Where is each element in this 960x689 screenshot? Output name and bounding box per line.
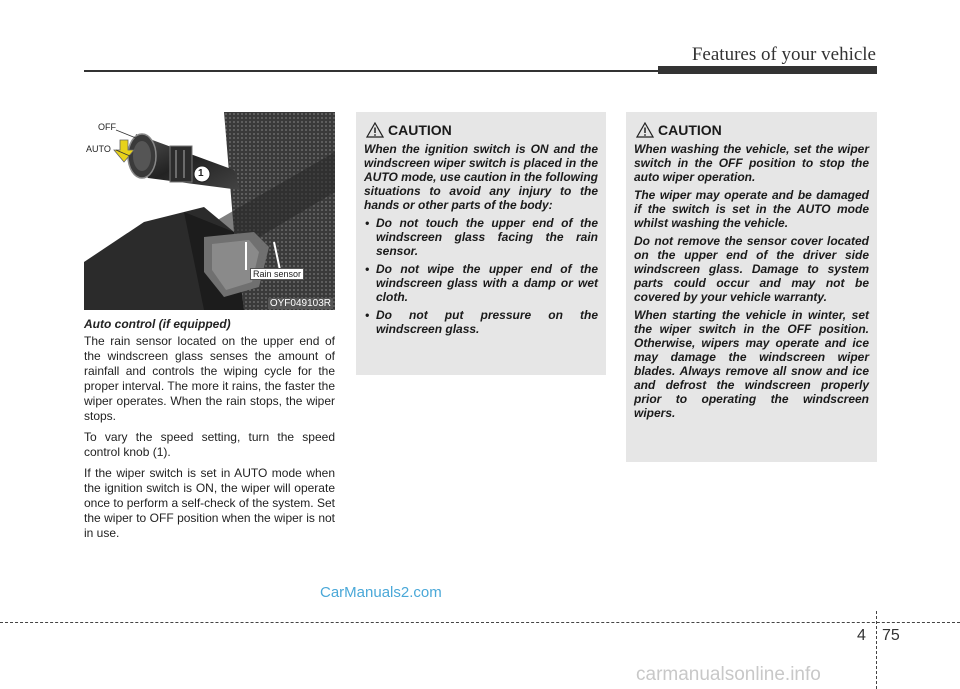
body-paragraph: The rain sensor located on the upper end of the windscreen glass senses the amount of rainfall and controls the wiping cycle for the proper interval. The more it rains, the faster the wiper operates. When the rain stops, the wiper stops. <box>84 334 335 423</box>
header-title: Features of your vehicle <box>691 44 876 65</box>
footer-divider <box>876 611 877 689</box>
caution-paragraph: When washing the vehicle, set the wiper switch in the OFF position to stop the auto wiper operation. <box>634 142 869 184</box>
rain-sensor-label: Rain sensor <box>250 268 304 280</box>
caution-header <box>636 122 869 138</box>
caution-title: CAUTION <box>388 122 452 138</box>
illustration-drawing <box>84 112 335 310</box>
section-heading: Auto control (if equipped) <box>84 317 231 331</box>
caution-bullet: • Do not put pressure on the windscreen glass. <box>364 308 598 336</box>
caution-header <box>366 122 598 138</box>
caution-paragraph: Do not remove the sensor cover located on the upper end of the driver side windscreen glass. Damage to system parts could occur and may not be covered by your vehicle warranty. <box>634 234 869 304</box>
wiper-switch-illustration <box>84 112 335 310</box>
figure-code: OYF049103R <box>269 298 331 309</box>
warning-triangle-icon <box>366 122 384 138</box>
knob-callout: 1 <box>198 168 204 179</box>
off-label: OFF <box>98 122 116 132</box>
caution-paragraph: When starting the vehicle in winter, set the wiper switch in the OFF position. Otherwise, wipers may operate and ice may damage the windscreen wiper blades. Always remove all snow and ice and defrost the windscreen properly prior to operating the windscreen wipers. <box>634 308 869 420</box>
caution-text <box>364 142 598 336</box>
footer-rule <box>0 622 960 623</box>
caution-intro: When the ignition switch is ON and the windscreen wiper switch is placed in the AUTO mode, use caution in the following situations to avoid any injury to the hands or other parts of the body: <box>364 142 598 212</box>
caution-title: CAUTION <box>658 122 722 138</box>
header-rule-accent <box>658 66 877 74</box>
caution-paragraph: The wiper may operate and be damaged if the switch is set in the AUTO mode whilst washing the vehicle. <box>634 188 869 230</box>
caution-text <box>634 142 869 420</box>
warning-triangle-icon <box>636 122 654 138</box>
caution-bullet: • Do not wipe the upper end of the windscreen glass with a damp or wet cloth. <box>364 262 598 304</box>
watermark-link[interactable]: CarManuals2.com <box>320 584 442 601</box>
body-paragraph: To vary the speed setting, turn the speed control knob (1). <box>84 430 335 459</box>
caution-bullets <box>364 216 598 336</box>
body-text <box>84 334 335 547</box>
caution-box-1 <box>356 112 606 375</box>
body-paragraph: If the wiper switch is set in AUTO mode when the ignition switch is ON, the wiper will operate once to perform a self-check of the system. Set the wiper to OFF position when the wiper is not in use. <box>84 466 335 540</box>
chapter-number: 4 <box>857 627 866 644</box>
caution-bullet: • Do not touch the upper end of the windscreen glass facing the rain sensor. <box>364 216 598 258</box>
page-number: 75 <box>882 627 900 644</box>
auto-label: AUTO <box>86 144 111 154</box>
site-watermark: carmanualsonline.info <box>636 664 821 685</box>
header-rule <box>84 70 660 72</box>
caution-box-2 <box>626 112 877 462</box>
